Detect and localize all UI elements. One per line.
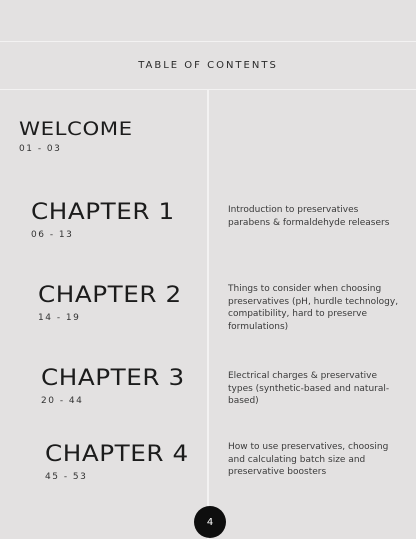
column-divider — [207, 90, 209, 539]
welcome-heading: WELCOME — [19, 118, 133, 140]
top-divider — [0, 41, 416, 42]
welcome-pages: 01 - 03 — [19, 144, 62, 154]
page-number: 4 — [206, 516, 214, 528]
chapter-3-pages: 20 - 44 — [41, 396, 84, 406]
chapter-2-description: Things to consider when choosing preservatives (pH, hurdle technology, compatibility, hard to preserve formulations) — [228, 284, 399, 332]
chapter-2-pages: 14 - 19 — [38, 313, 81, 323]
chapter-1-description: Introduction to preservatives parabens & formaldehyde releasers — [228, 205, 390, 228]
chapter-4-pages: 45 - 53 — [45, 472, 88, 482]
chapter-1-pages: 06 - 13 — [31, 230, 74, 240]
chapter-4-heading: CHAPTER 4 — [45, 442, 189, 467]
chapter-3-heading: CHAPTER 3 — [41, 366, 185, 391]
page-number-badge — [194, 506, 226, 538]
toc-title: TABLE OF CONTENTS — [138, 60, 278, 71]
chapter-1-heading: CHAPTER 1 — [31, 200, 175, 225]
chapter-4-description: How to use preservatives, choosing and calculating batch size and preservative boosters — [228, 442, 389, 478]
chapter-3-description: Electrical charges & preservative types (synthetic-based and natural-based) — [228, 371, 390, 407]
chapter-2-heading: CHAPTER 2 — [38, 283, 182, 308]
